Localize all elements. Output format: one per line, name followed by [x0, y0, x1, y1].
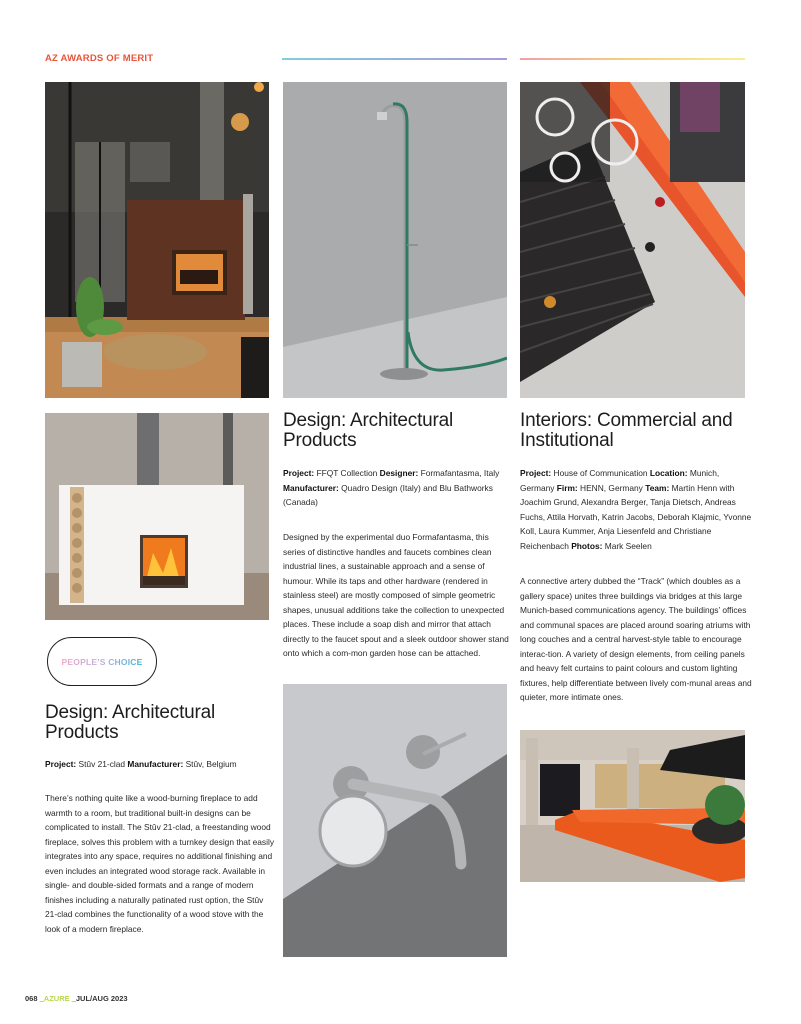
staircase-photo: [520, 82, 745, 398]
credit-label: Location:: [649, 468, 688, 478]
shower-stand-photo: [283, 82, 507, 398]
credit-value: House of Communication: [551, 468, 650, 478]
project-credits: [520, 466, 755, 553]
page-footer: [25, 994, 128, 1003]
section-heading: Design: Architectural Products: [45, 702, 216, 743]
credit-value: Quadro Design (Italy) and Blu Bathworks (Canada): [283, 482, 493, 507]
project-credits: [283, 466, 511, 510]
faucet-mirror-photo: [283, 684, 507, 957]
credit-label: Project:: [283, 468, 315, 478]
credit-value: HENN, Germany: [577, 482, 646, 493]
credit-value: Stûv, Belgium: [183, 759, 237, 769]
decorative-rule: [520, 58, 745, 60]
atrium-couch-photo: [520, 730, 745, 882]
section-label: AZ AWARDS OF MERIT: [45, 53, 154, 64]
credit-label: Photos:: [571, 540, 603, 551]
peoples-choice-badge: [47, 637, 157, 686]
credit-label: Project:: [520, 468, 552, 478]
credit-value: Formafantasma, Italy: [418, 468, 500, 478]
credit-value: Martin Henn with Joachim Grund, Alexandra Berger, Tanja Dietsch, Andreas Fuchs, Attila Horvath, Katrin Jacobs, Deborah Klajmic, Yvonne Koll, Laura Kummer, Anja Liesenfeld and Christiane Reichenbach: [520, 482, 752, 551]
article-body: There’s nothing quite like a wood-burning fireplace to add warmth to a room, but traditional built-in designs can be complicated to install. The Stûv 21-clad, a freestanding wood fireplace, solves this problem with a turnkey design that easily integrates into any space, requires no additional finishing and even includes an integrated wood storage rack. Available in single- and double-sided formats and a range of modern finishes including a naturally patinated rust option, the Stûv 21-clad combines the functionality of a wood stove with the look of a modern fireplace.: [45, 793, 275, 934]
badge-label: PEOPLE’S CHOICE: [61, 656, 143, 667]
credit-label: Team:: [645, 482, 670, 493]
credit-label: Manufacturer:: [127, 759, 184, 769]
credit-value: FFQT Collection: [314, 468, 380, 478]
issue-date: _JUL/AUG 2023: [69, 994, 128, 1003]
white-fireplace-photo: [45, 413, 269, 620]
project-credits: [45, 757, 275, 772]
credit-label: Project:: [45, 759, 77, 769]
credit-label: Firm:: [556, 482, 578, 493]
fireplace-photo: [45, 82, 269, 398]
page-number: 068 _: [25, 994, 44, 1003]
credit-value: Stûv 21-clad: [76, 759, 128, 769]
decorative-rule: [282, 58, 507, 60]
magazine-brand: AZURE: [43, 994, 70, 1003]
article-body: A connective artery dubbed the “Track” (which doubles as a gallery space) unites three buildings via bridges at this large Munich-based communications agency. The buildings’ offices and communal spaces are placed around soaring atriums with long couches and a central harvest-style table to encourage interac-tion. A variety of design elements, from ceiling panels and heavy felt curtains to paint colours and custom lighting fixtures, help differentiate between lively com-munal areas and quieter, more intimate ones.: [520, 576, 752, 702]
credit-label: Manufacturer:: [283, 482, 339, 493]
credit-value: Mark Seelen: [602, 540, 652, 551]
credit-value: Munich, Germany: [520, 468, 720, 493]
section-heading: Design: Architectural Products: [283, 410, 454, 451]
article-body: Designed by the experimental duo Formafantasma, this series of distinctive handles and faucets combines clean industrial lines, a sustainable approach and a sense of humour. While its taps and other hardware (rendered in stainless steel) are mostly composed of simple geometric shapes, unusual additions take the collection to unexpected places. These include a soap dish and mirror that attach directly to the faucet spout and a sleek outdoor shower stand onto which a com-mon garden hose can be attached.: [283, 532, 509, 658]
section-heading: Interiors: Commercial and Institutional: [520, 410, 733, 451]
credit-label: Designer:: [379, 468, 419, 478]
